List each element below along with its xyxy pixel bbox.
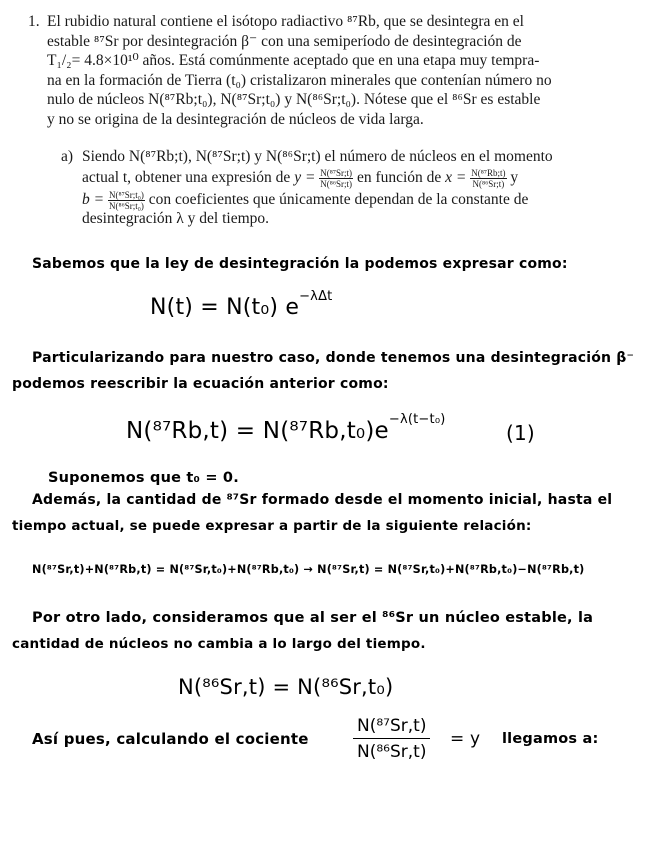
- subquestion-a: [82, 147, 592, 227]
- y-numerator: N(⁸⁷Sr;t): [320, 167, 353, 178]
- problem-line-5: nulo de núcleos N(⁸⁷Rb;t₀), N(⁸⁷Sr;t₀) y N(⁸⁶Sr;t₀). Nótese que el ⁸⁶Sr es estable: [47, 91, 541, 109]
- b-variable: b =: [82, 190, 105, 208]
- line2-post: y: [510, 168, 519, 186]
- problem-line-6: y no se origina de la desintegración de núcleos de vida larga.: [47, 110, 424, 128]
- problem-line-2: estable ⁸⁷Sr por desintegración β⁻ con una semiperíodo de desintegración de: [47, 32, 522, 50]
- equation-1-tag: (1): [506, 421, 535, 445]
- decay-law-base: N(t) = N(t₀) e: [150, 295, 300, 320]
- subquestion-line-3: [82, 189, 592, 211]
- equation-1: [126, 412, 446, 444]
- particular-line-1: Particularizando para nuestro caso, donde tenemos una desintegración β⁻: [32, 350, 635, 366]
- conclusion-post: llegamos a:: [502, 731, 599, 747]
- y-variable: y =: [294, 168, 316, 186]
- y-denominator: N(⁸⁶Sr;t): [320, 178, 353, 189]
- problem-number: 1.: [28, 13, 40, 30]
- other-line-2: cantidad de núcleos no cambia a lo largo del tiempo.: [12, 636, 426, 652]
- x-denominator: N(⁸⁶Sr;t): [472, 178, 505, 189]
- problem-line-4: na en la formación de Tierra (t₀) cristalizaron minerales que contenían número no: [47, 71, 552, 89]
- x-variable: x =: [445, 168, 467, 186]
- equation-1-exponent: −λ(t−t₀): [388, 412, 446, 428]
- subquestion-label: a): [61, 148, 74, 165]
- subquestion-line-2: [82, 167, 592, 189]
- problem-statement: [47, 12, 592, 130]
- decay-law-exponent: −λΔt: [299, 288, 333, 304]
- b-fraction: [108, 190, 145, 211]
- solution-intro: Sabemos que la ley de desintegración la podemos expresar como:: [32, 256, 568, 272]
- stable-equation: N(⁸⁶Sr,t) = N(⁸⁶Sr,t₀): [178, 675, 394, 699]
- problem-line-1: El rubidio natural contiene el isótopo radiactivo ⁸⁷Rb, que se desintegra en el: [47, 13, 524, 30]
- conclusion-equals-y: = y: [450, 729, 481, 749]
- x-numerator: N(⁸⁷Rb;t): [471, 167, 506, 178]
- also-line-1: Además, la cantidad de ⁸⁷Sr formado desde el momento inicial, hasta el: [32, 492, 613, 508]
- problem-line-3: T₁/₂= 4.8×10¹⁰ años. Está comúnmente aceptado que en una etapa muy tempra-: [47, 52, 540, 70]
- b-denominator: N(⁸⁶Sr;t₀): [108, 200, 144, 211]
- other-line-1: Por otro lado, consideramos que al ser el ⁸⁶Sr un núcleo estable, la: [32, 610, 594, 626]
- equation-1-base: N(⁸⁷Rb,t) = N(⁸⁷Rb,t₀)e: [126, 418, 389, 444]
- conclusion-denominator: N(⁸⁶Sr,t): [357, 742, 427, 762]
- conclusion-fraction: [353, 716, 430, 762]
- subquestion-line-1: Siendo N(⁸⁷Rb;t), N(⁸⁷Sr;t) y N(⁸⁶Sr;t) el número de núcleos en el momento: [82, 148, 553, 165]
- particular-line-2: podemos reescribir la ecuación anterior como:: [12, 376, 389, 392]
- conservation-relation: N(⁸⁷Sr,t)+N(⁸⁷Rb,t) = N(⁸⁷Sr,t₀)+N(⁸⁷Rb,t₀) → N(⁸⁷Sr,t) = N(⁸⁷Sr,t₀)+N(⁸⁷Rb,t₀)−N(⁸⁷Rb,t): [32, 563, 585, 576]
- conclusion-numerator: N(⁸⁷Sr,t): [353, 716, 430, 739]
- b-numerator: N(⁸⁷Sr;t₀): [108, 189, 144, 200]
- line3-post: con coeficientes que únicamente dependan de la constante de: [148, 190, 529, 208]
- decay-law: [150, 288, 333, 320]
- also-line-2: tiempo actual, se puede expresar a partir de la siguiente relación:: [12, 518, 532, 534]
- assumption: Suponemos que t₀ = 0.: [48, 470, 239, 486]
- line2-mid: en función de: [356, 168, 442, 186]
- subquestion-line-4: desintegración λ y del tiempo.: [82, 209, 270, 227]
- conclusion-pre: Así pues, calculando el cociente: [32, 730, 309, 748]
- y-fraction: [319, 168, 353, 189]
- x-fraction: [470, 168, 506, 189]
- line2-pre: actual t, obtener una expresión de: [82, 168, 291, 186]
